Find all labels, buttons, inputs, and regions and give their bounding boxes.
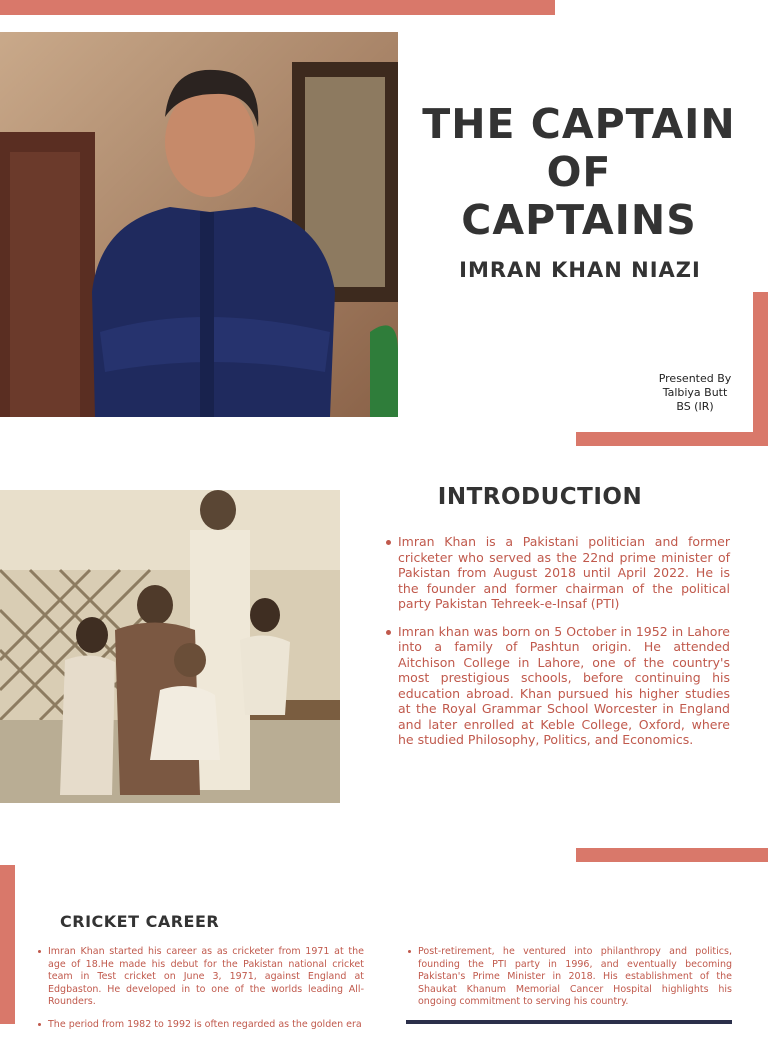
introduction-list <box>384 534 730 760</box>
presented-by-label: Presented By <box>658 372 732 385</box>
title-line-1: THE CAPTAIN <box>422 100 736 148</box>
introduction-point: Imran khan was born on 5 October in 1952 in Lahore into a family of Pashtun origin. He attended Aitchison College in Lahore, one of the country's most prestigious schools, before continuing his education abroad. Khan pursued his higher studies at the Royal Grammar School Worcester in England and later enrolled at Keble College, Oxford, where he studied Philosophy, Politics, and Economics. <box>384 624 730 748</box>
right-horizontal-accent-bar <box>576 432 768 446</box>
presenter-program: BS (IR) <box>676 400 714 413</box>
cricket-career-heading: CRICKET CAREER <box>60 912 220 931</box>
subtitle: IMRAN KHAN NIAZI <box>459 258 701 282</box>
cricket-career-point: The period from 1982 to 1992 is often regarded as the golden era <box>36 1019 364 1032</box>
title-line-2: OF <box>546 148 612 196</box>
cricket-career-point: Imran Khan started his career as as cricketer from 1971 at the age of 18.He made his debut for the Pakistan national cricket team in Test cricket on June 3, 1971, against England at Edgbaston. He developed in to one of the worlds leading All-Rounders. <box>36 946 364 1009</box>
introduction-heading: INTRODUCTION <box>437 484 643 510</box>
middle-accent-bar <box>576 848 768 862</box>
family-photo <box>0 490 340 803</box>
title-line-3: CAPTAINS <box>461 196 697 244</box>
bottom-image-edge <box>406 1020 732 1024</box>
top-accent-bar <box>0 0 555 15</box>
presenter-name: Talbiya Butt <box>662 386 728 399</box>
cricket-career-point: Post-retirement, he ventured into philanthropy and politics, founding the PTI party in 1996, and eventually becoming Pakistan's Prime Minister in 2018. His establishment of the Shaukat Khanum Memorial Cancer Hospital highlights his ongoing commitment to serving his country. <box>406 946 732 1009</box>
cricket-career-left-list <box>36 946 364 1041</box>
introduction-point: Imran Khan is a Pakistani politician and former cricketer who served as the 22nd prime minister of Pakistan from August 2018 until April 2022. He is the founder and former chairman of the political party Pakistan Tehreek-e-Insaf (PTI) <box>384 534 730 612</box>
presenter-info <box>640 372 750 414</box>
right-vertical-accent-bar <box>753 292 768 432</box>
left-vertical-accent-bar <box>0 865 15 1024</box>
cricket-career-right-list <box>406 946 732 1019</box>
portrait-photo <box>0 32 398 417</box>
main-title <box>404 100 754 244</box>
